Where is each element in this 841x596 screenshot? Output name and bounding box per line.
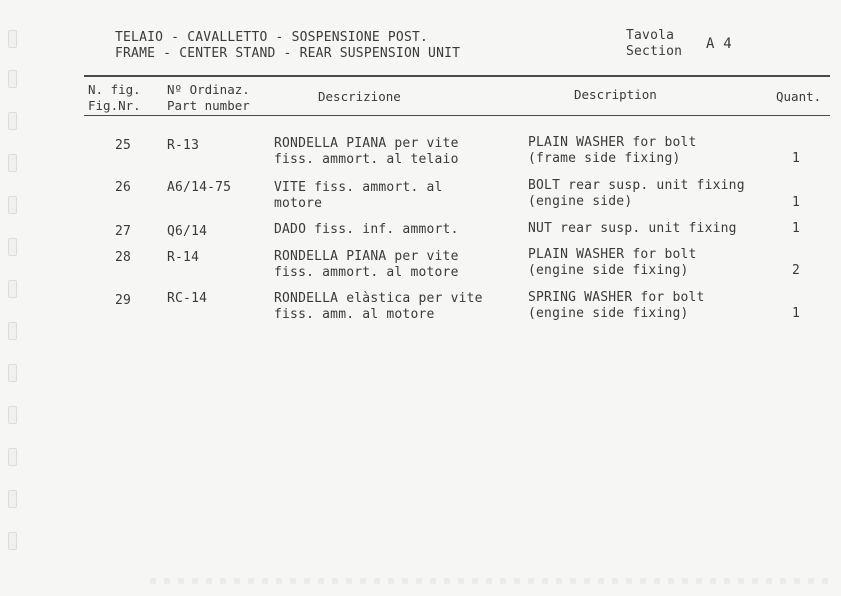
row-descr-en-line: BOLT rear susp. unit fixing bbox=[528, 178, 745, 193]
row-fig: 25 bbox=[115, 138, 132, 153]
row-part-number: A6/14-75 bbox=[167, 180, 232, 195]
title-english: FRAME - CENTER STAND - REAR SUSPENSION UNIT bbox=[115, 46, 461, 61]
row-descr-en-line: (engine side fixing) bbox=[528, 263, 689, 278]
row-descr-en-line: (engine side) bbox=[528, 194, 633, 209]
row-descr-it-line: RONDELLA PIANA per vite bbox=[274, 249, 459, 264]
binder-holes bbox=[8, 30, 18, 570]
binder-hole bbox=[8, 154, 17, 172]
row-quantity: 1 bbox=[792, 306, 801, 321]
col-descrizione: Descrizione bbox=[318, 89, 401, 104]
row-quantity: 2 bbox=[792, 263, 801, 278]
section-label: Section bbox=[626, 44, 683, 59]
col-part-english: Part number bbox=[167, 98, 250, 113]
binder-hole bbox=[8, 490, 17, 508]
scan-artifact bbox=[150, 578, 830, 584]
binder-hole bbox=[8, 112, 17, 130]
binder-hole bbox=[8, 280, 17, 298]
header-bottom-rule bbox=[84, 115, 830, 116]
binder-hole bbox=[8, 238, 17, 256]
row-descr-en-line: (engine side fixing) bbox=[528, 306, 689, 321]
binder-hole bbox=[8, 322, 17, 340]
row-quantity: 1 bbox=[792, 195, 801, 210]
col-fig-english: Fig.Nr. bbox=[88, 98, 141, 113]
row-descr-en-line: NUT rear susp. unit fixing bbox=[528, 221, 737, 236]
row-fig: 26 bbox=[115, 180, 132, 195]
table-top-rule bbox=[84, 75, 830, 77]
row-part-number: R-13 bbox=[167, 138, 200, 153]
binder-hole bbox=[8, 196, 17, 214]
row-descr-it-line: fiss. ammort. al telaio bbox=[274, 152, 459, 167]
row-descr-it-line: RONDELLA PIANA per vite bbox=[274, 136, 459, 151]
row-fig: 27 bbox=[115, 224, 132, 239]
row-fig: 29 bbox=[115, 293, 132, 308]
row-descr-en-line: PLAIN WASHER for bolt bbox=[528, 247, 697, 262]
row-descr-it-line: VITE fiss. ammort. al bbox=[274, 180, 443, 195]
binder-hole bbox=[8, 406, 17, 424]
col-fig-italian: N. fig. bbox=[88, 82, 141, 97]
binder-hole bbox=[8, 70, 17, 88]
binder-hole bbox=[8, 448, 17, 466]
row-descr-it-line: fiss. ammort. al motore bbox=[274, 265, 459, 280]
col-part-italian: Nº Ordinaz. bbox=[167, 82, 250, 97]
row-descr-en-line: SPRING WASHER for bolt bbox=[528, 290, 705, 305]
row-descr-it-line: DADO fiss. inf. ammort. bbox=[274, 222, 459, 237]
col-description: Description bbox=[574, 87, 657, 102]
row-fig: 28 bbox=[115, 250, 132, 265]
row-descr-en-line: (frame side fixing) bbox=[528, 151, 681, 166]
binder-hole bbox=[8, 30, 17, 48]
row-part-number: R-14 bbox=[167, 250, 200, 265]
row-quantity: 1 bbox=[792, 151, 801, 166]
binder-hole bbox=[8, 532, 17, 550]
col-quantity: Quant. bbox=[776, 89, 822, 104]
row-descr-it-line: motore bbox=[274, 196, 323, 211]
tavola-label: Tavola bbox=[626, 28, 675, 43]
section-code: A 4 bbox=[706, 36, 732, 52]
row-descr-en-line: PLAIN WASHER for bolt bbox=[528, 135, 697, 150]
row-descr-it-line: RONDELLA elàstica per vite bbox=[274, 291, 483, 306]
row-part-number: Q6/14 bbox=[167, 224, 208, 239]
title-italian: TELAIO - CAVALLETTO - SOSPENSIONE POST. bbox=[115, 30, 429, 45]
row-part-number: RC-14 bbox=[167, 291, 208, 306]
binder-hole bbox=[8, 364, 17, 382]
row-quantity: 1 bbox=[792, 221, 801, 236]
row-descr-it-line: fiss. amm. al motore bbox=[274, 307, 435, 322]
